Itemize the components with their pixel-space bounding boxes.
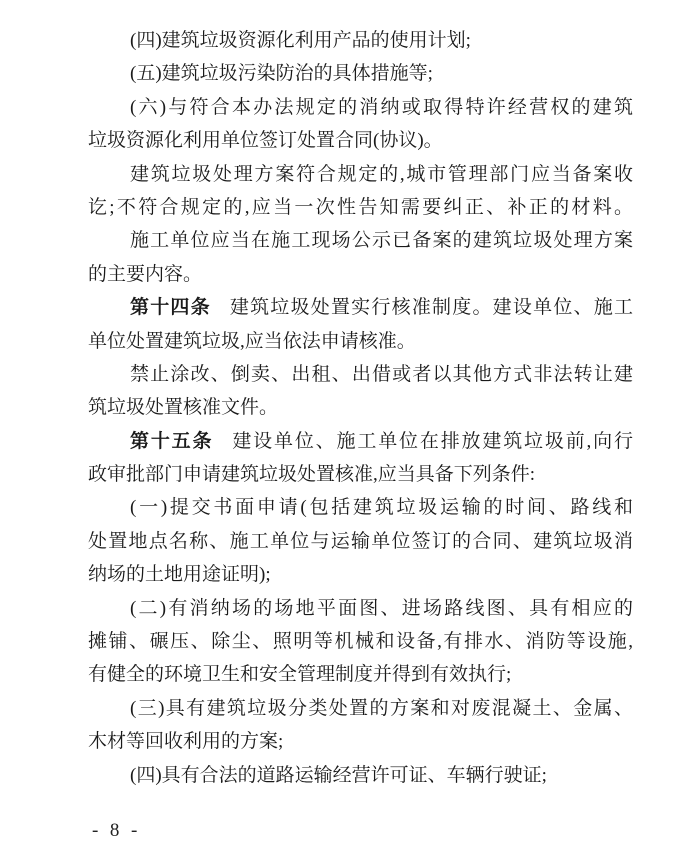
text-line — [88, 57, 633, 90]
text-line — [88, 91, 633, 124]
line-text: (二)有消纳场的场地平面图、进场路线图、具有相应的 — [130, 597, 633, 619]
line-text: (三)具有建筑垃圾分类处置的方案和对废混凝土、金属、 — [130, 697, 633, 719]
text-line — [88, 358, 633, 391]
text-line — [88, 625, 633, 658]
line-text: 建筑垃圾处理方案符合规定的,城市管理部门应当备案收 — [130, 163, 633, 185]
document-body — [88, 24, 633, 792]
text-line — [88, 158, 633, 191]
text-line — [88, 658, 633, 691]
article-number: 第十五条 — [130, 430, 214, 452]
line-text: 木材等回收利用的方案; — [88, 731, 284, 753]
line-text: 摊铺、碾压、除尘、照明等机械和设备,有排水、消防等设施, — [88, 631, 633, 653]
line-text: 讫;不符合规定的,应当一次性告知需要纠正、补正的材料。 — [88, 196, 633, 218]
text-line — [88, 592, 633, 625]
line-text: (四)具有合法的道路运输经营许可证、车辆行驶证; — [130, 764, 547, 786]
text-line — [88, 525, 633, 558]
line-text: (一)提交书面申请(包括建筑垃圾运输的时间、路线和 — [130, 497, 633, 519]
text-line — [88, 291, 633, 324]
text-line — [88, 24, 633, 57]
text-line — [88, 325, 633, 358]
line-text: 政审批部门申请建筑垃圾处置核准,应当具备下列条件: — [88, 464, 536, 486]
text-line — [88, 425, 633, 458]
line-text: 的主要内容。 — [88, 263, 203, 285]
text-line — [88, 725, 633, 758]
text-line — [88, 391, 633, 424]
line-text: 处置地点名称、施工单位与运输单位签订的合同、建筑垃圾消 — [88, 530, 633, 552]
line-text: 筑垃圾处置核准文件。 — [88, 397, 279, 419]
text-line — [88, 491, 633, 524]
text-line — [88, 191, 633, 224]
line-text: 建筑垃圾处置实行核准制度。建设单位、施工 — [229, 297, 633, 319]
line-text: (六)与符合本办法规定的消纳或取得特许经营权的建筑 — [130, 96, 633, 118]
line-text: 垃圾资源化利用单位签订处置合同(协议)。 — [88, 130, 443, 152]
line-text: 纳场的土地用途证明); — [88, 564, 271, 586]
line-text: 有健全的环境卫生和安全管理制度并得到有效执行; — [88, 664, 512, 686]
page-number: - 8 - — [92, 820, 141, 841]
text-line — [88, 124, 633, 157]
article-number: 第十四条 — [130, 297, 211, 319]
text-line — [88, 692, 633, 725]
line-text: 建设单位、施工单位在排放建筑垃圾前,向行 — [232, 430, 633, 452]
line-text: 单位处置建筑垃圾,应当依法申请核准。 — [88, 330, 416, 352]
text-line — [88, 258, 633, 291]
line-text: (四)建筑垃圾资源化利用产品的使用计划; — [130, 30, 471, 51]
line-text: 施工单位应当在施工现场公示已备案的建筑垃圾处理方案 — [130, 230, 633, 252]
text-line — [88, 458, 633, 491]
text-line — [88, 224, 633, 257]
text-line — [88, 558, 633, 591]
text-line — [88, 759, 633, 792]
line-text: (五)建筑垃圾污染防治的具体措施等; — [130, 63, 433, 85]
line-text: 禁止涂改、倒卖、出租、出借或者以其他方式非法转让建 — [130, 363, 633, 385]
